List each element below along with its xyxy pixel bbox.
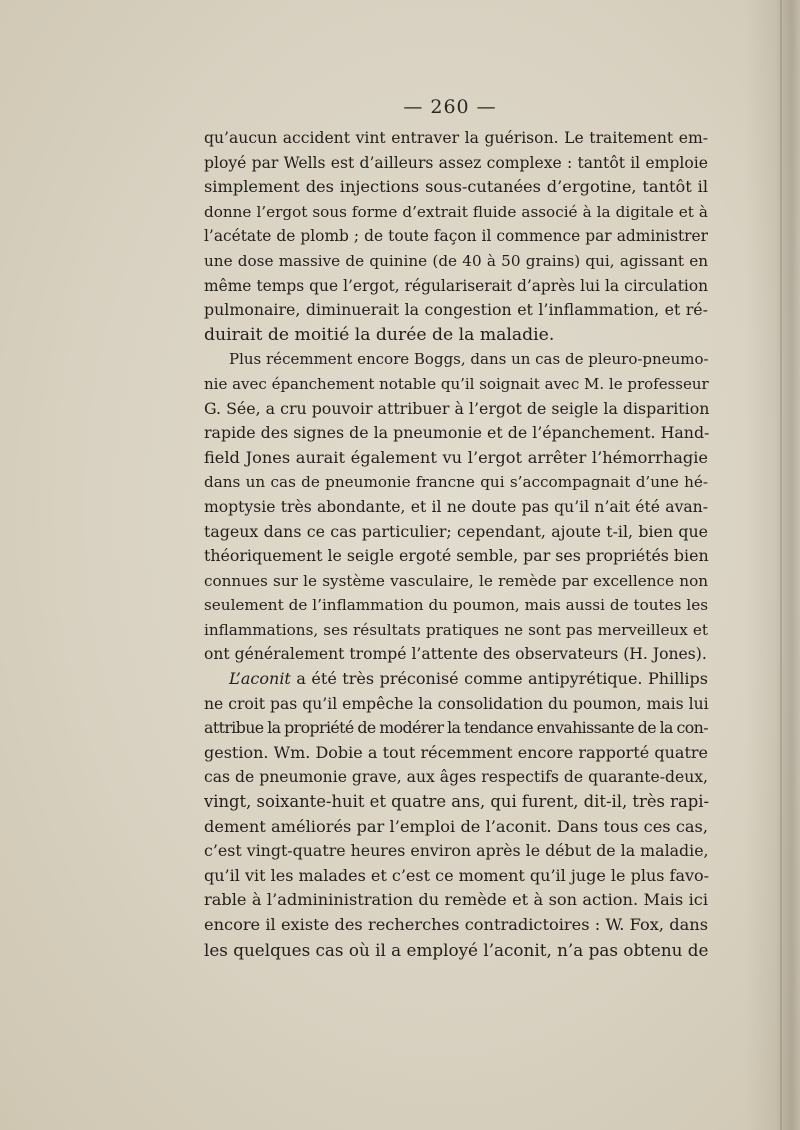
- text-line: G. Sée, a cru pouvoir attribuer à l’ergot de seigle la disparition: [204, 398, 710, 418]
- page-fold-line: [780, 0, 782, 1130]
- italic-term: L’aconit: [229, 669, 291, 689]
- text-line: ployé par Wells est d’ailleurs assez complexe : tantôt il emploie: [204, 153, 708, 172]
- paragraph-2: [204, 347, 708, 667]
- page-edge-shadow: [745, 0, 800, 1130]
- text-line: dement améliorés par l’emploi de l’aconit. Dans tous ces cas,: [204, 816, 708, 836]
- text-line: donne l’ergot sous forme d’extrait fluide associé à la digitale et à: [204, 202, 708, 221]
- text-line: pulmonaire, diminuerait la congestion et l’inflammation, et ré-: [204, 300, 708, 320]
- text-line: moptysie très abondante, et il ne doute pas qu’il n’ait été avan-: [204, 497, 708, 516]
- text-line: ont généralement trompé l’attente des observateurs (H. Jones).: [204, 645, 707, 664]
- text-line: duirait de moitié la durée de la maladie.: [204, 324, 555, 345]
- text-line: théoriquement le seigle ergoté semble, par ses propriétés bien: [204, 546, 709, 566]
- text-line: connues sur le système vasculaire, le remède par excellence non: [204, 571, 708, 590]
- text-line: une dose massive de quinine (de 40 à 50 grains) qui, agissant en: [204, 251, 708, 270]
- text-fragment: a été très préconisé comme antipyrétique. Phillips: [290, 669, 708, 689]
- text-line: field Jones aurait également vu l’ergot arrêter l’hémorrhagie: [204, 447, 708, 467]
- text-line: vingt, soixante-huit et quatre ans, qui furent, dit-il, très rapi-: [204, 792, 710, 812]
- text-line: [204, 667, 708, 692]
- text-line: gestion. Wm. Dobie a tout récemment encore rapporté quatre: [204, 742, 708, 762]
- text-line: cas de pneumonie grave, aux âges respectifs de quarante-deux,: [204, 768, 708, 787]
- text-line: attribue la propriété de modérer la tendance envahissante de la con-: [204, 718, 708, 738]
- text-line: Plus récemment encore Boggs, dans un cas de pleuro-pneumo-: [229, 350, 709, 369]
- text-line: ne croit pas qu’il empêche la consolidation du poumon, mais lui: [204, 694, 709, 713]
- text-line: qu’il vit les malades et c’est ce moment qu’il juge le plus favo-: [204, 865, 710, 885]
- body-text: [204, 126, 708, 962]
- text-line: dans un cas de pneumonie francne qui s’accompagnait d’une hé-: [204, 473, 708, 492]
- text-line: tageux dans ce cas particulier; cependant, ajoute t-il, bien que: [204, 521, 708, 541]
- text-line: rapide des signes de la pneumonie et de l’épanchement. Hand-: [204, 423, 710, 443]
- text-line: seulement de l’inflammation du poumon, mais aussi de toutes les: [204, 596, 708, 615]
- text-line: les quelques cas où il a employé l’aconit, n’a pas obtenu de: [204, 939, 709, 960]
- text-line: simplement des injections sous-cutanées d’ergotine, tantôt il: [204, 177, 708, 197]
- text-line: nie avec épanchement notable qu’il soignait avec M. le professeur: [204, 374, 709, 393]
- text-line: c’est vingt-quatre heures environ après le début de la maladie,: [204, 841, 709, 861]
- text-line: même temps que l’ergot, régulariserait d’après lui la circulation: [204, 276, 708, 295]
- page-number: — 260 —: [403, 96, 497, 118]
- paragraph-3: [204, 667, 708, 962]
- text-line: l’acétate de plomb ; de toute façon il commence par administrer: [204, 227, 708, 246]
- text-line: inflammations, ses résultats pratiques ne sont pas merveilleux et: [204, 620, 708, 639]
- text-line: qu’aucun accident vint entraver la guérison. Le traitement em-: [204, 129, 708, 147]
- paragraph-1: [204, 126, 708, 347]
- text-line: encore il existe des recherches contradictoires : W. Fox, dans: [204, 915, 708, 934]
- text-line: rable à l’admininistration du remède et à son action. Mais ici: [204, 890, 708, 910]
